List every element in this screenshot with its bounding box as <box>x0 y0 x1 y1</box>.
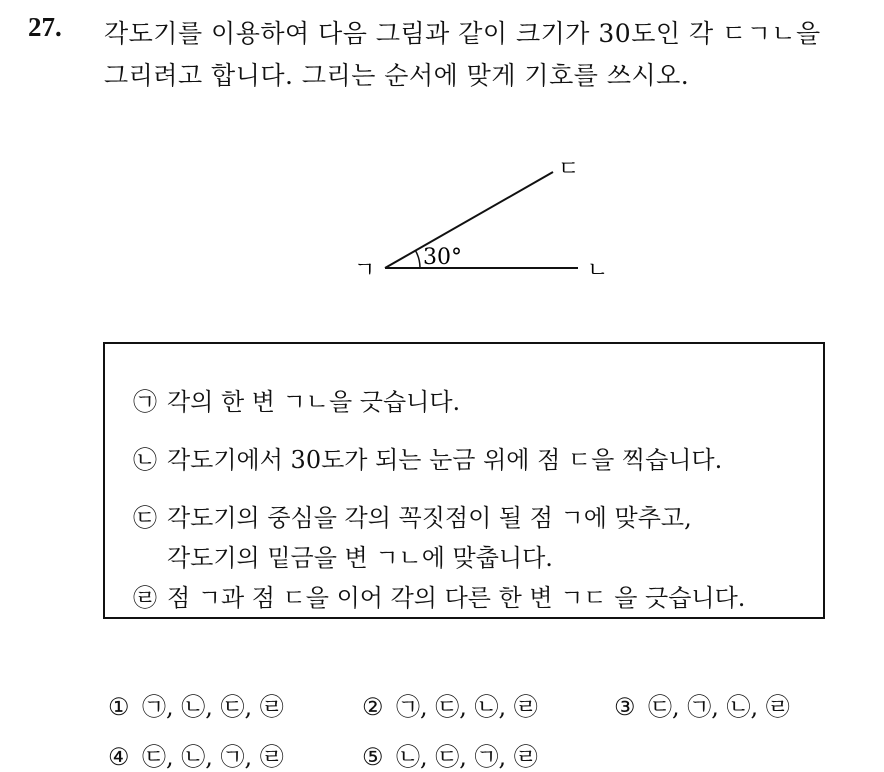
base-end-label: ㄴ <box>587 258 609 283</box>
answer-choice-4[interactable] <box>108 737 284 772</box>
step-3-marker: ㉢ <box>133 504 157 532</box>
angle-figure <box>0 0 884 320</box>
question-text-line-2: 그리려고 합니다. 그리는 순서에 맞게 기호를 쓰시오. <box>104 61 690 90</box>
vertex-label: ㄱ <box>354 258 376 283</box>
choice-5-number: ⑤ <box>362 743 384 771</box>
question-number: 27. <box>28 12 62 42</box>
question-text-line-1: 각도기를 이용하여 다음 그림과 같이 크기가 30도인 각 ㄷㄱㄴ을 <box>104 19 821 48</box>
choice-4-number: ④ <box>108 743 130 771</box>
step-3-text: 각도기의 중심을 각의 꼭짓점이 될 점 ㄱ에 맞추고, <box>167 504 692 532</box>
answer-choice-1[interactable] <box>108 687 284 722</box>
choice-1-number: ① <box>108 693 130 721</box>
angle-degree-label: 30° <box>423 245 462 270</box>
choice-4-answer: ㉢, ㉡, ㉠, ㉣ <box>142 743 284 771</box>
step-1-marker: ㉠ <box>133 388 157 416</box>
choice-3-answer: ㉢, ㉠, ㉡, ㉣ <box>648 693 790 721</box>
step-2-marker: ㉡ <box>133 446 157 474</box>
step-4 <box>133 578 745 613</box>
step-3 <box>133 498 692 533</box>
answer-choice-5[interactable] <box>362 737 538 772</box>
answer-choice-3[interactable] <box>614 687 790 722</box>
step-4-text: 점 ㄱ과 점 ㄷ을 이어 각의 다른 한 변 ㄱㄷ 을 긋습니다. <box>167 584 746 612</box>
step-2-text: 각도기에서 30도가 되는 눈금 위에 점 ㄷ을 찍습니다. <box>167 446 723 474</box>
steps-box <box>103 342 825 619</box>
choice-1-answer: ㉠, ㉡, ㉢, ㉣ <box>142 693 284 721</box>
step-1 <box>133 382 460 417</box>
angle-arc <box>415 251 420 269</box>
step-2 <box>133 440 722 475</box>
choice-3-number: ③ <box>614 693 636 721</box>
step-1-text: 각의 한 변 ㄱㄴ을 긋습니다. <box>167 388 461 416</box>
answer-choice-2[interactable] <box>362 687 538 722</box>
choice-5-answer: ㉡, ㉢, ㉠, ㉣ <box>396 743 538 771</box>
step-4-marker: ㉣ <box>133 584 157 612</box>
choice-2-answer: ㉠, ㉢, ㉡, ㉣ <box>396 693 538 721</box>
choice-2-number: ② <box>362 693 384 721</box>
upper-end-label: ㄷ <box>558 157 580 182</box>
angle-upper-ray <box>385 172 553 268</box>
step-3-continuation: 각도기의 밑금을 변 ㄱㄴ에 맞춥니다. <box>167 544 553 572</box>
